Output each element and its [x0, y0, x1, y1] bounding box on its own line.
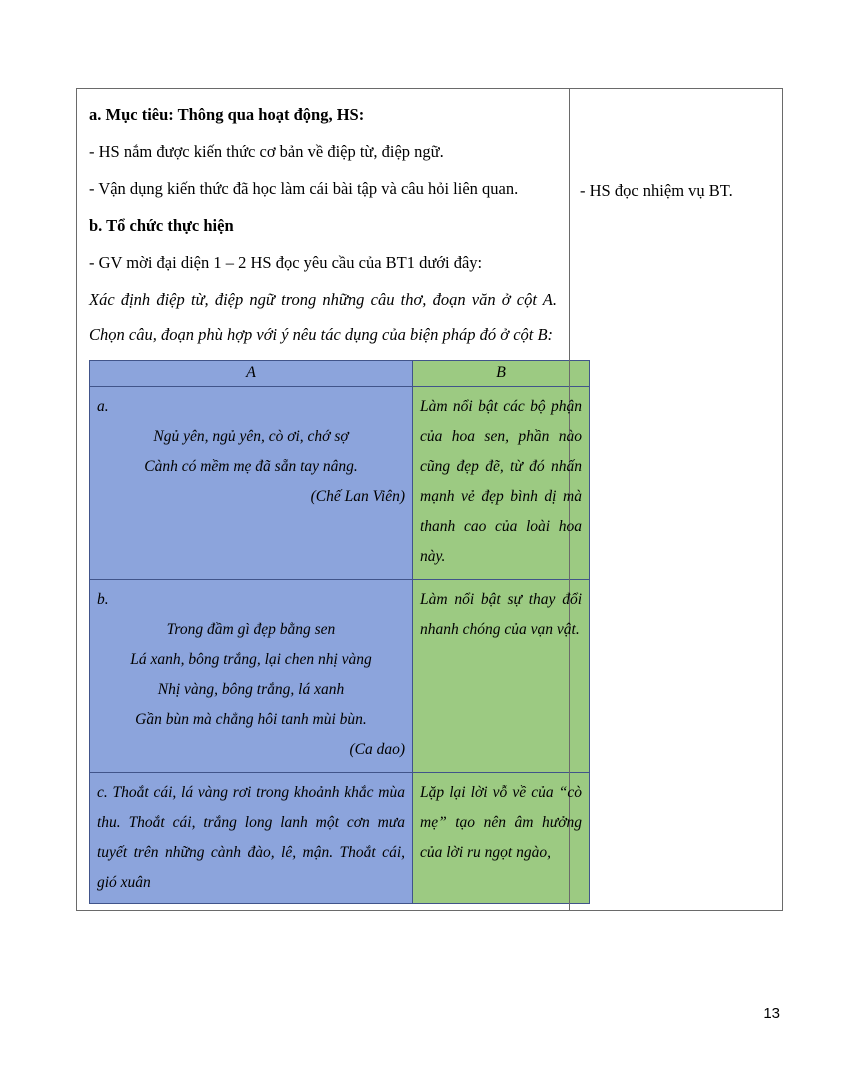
exercise-table-header-row [90, 361, 590, 387]
objective-heading: a. Mục tiêu: Thông qua hoạt động, HS: [89, 105, 365, 124]
exercise-row-b-column-a [90, 580, 413, 773]
effect-description: Làm nổi bật sự thay đổi nhanh chóng của vạn vật. [420, 591, 582, 638]
row-label-b: b. [97, 591, 109, 608]
exercise-row-b-column-b [413, 580, 590, 773]
poem-line: Lá xanh, bông trắng, lại chen nhị vàng [130, 651, 372, 668]
poem-attribution: (Ca dao) [349, 741, 405, 758]
exercise-row-c [90, 773, 590, 904]
exercise-ab-table [89, 360, 590, 904]
exercise-row-b [90, 580, 590, 773]
spacer [580, 97, 772, 173]
student-note: - HS đọc nhiệm vụ BT. [580, 181, 733, 200]
column-header-b: B [413, 361, 590, 387]
effect-description: Làm nổi bật các bộ phận của hoa sen, phần nào cũng đẹp đẽ, từ đó nhấn mạnh vẻ đẹp bình dị mà thanh cao của loài hoa này. [420, 398, 582, 565]
exercise-row-a-column-b [413, 387, 590, 580]
exercise-row-a [90, 387, 590, 580]
activity-content-cell [77, 89, 582, 911]
poem-line: Ngủ yên, ngủ yên, cò ơi, chớ sợ [153, 428, 349, 445]
instruction-line: - GV mời đại diện 1 – 2 HS đọc yêu cầu của BT1 dưới đây: [89, 253, 483, 272]
student-activity-cell [570, 89, 783, 911]
poem-line: Nhị vàng, bông trắng, lá xanh [157, 681, 345, 698]
poem-line: Gần bùn mà chẳng hôi tanh mùi bùn. [135, 711, 367, 728]
exercise-row-c-column-a [90, 773, 413, 904]
exercise-row-a-column-a [90, 387, 413, 580]
organization-heading: b. Tổ chức thực hiện [89, 216, 234, 235]
effect-description: Lặp lại lời vỗ về của “cò mẹ” tạo nên âm hưởng của lời ru ngọt ngào, [420, 784, 582, 861]
column-header-a: A [90, 361, 413, 387]
exercise-row-c-column-b [413, 773, 590, 904]
objective-line-1: - HS nắm được kiến thức cơ bản về điệp từ, điệp ngữ. [89, 142, 444, 161]
poem-line: Cành có mềm mẹ đã sẵn tay nâng. [144, 458, 358, 475]
task-prompt: Xác định điệp từ, điệp ngữ trong những câu thơ, đoạn văn ở cột A. Chọn câu, đoạn phù hợp với ý nêu tác dụng của biện pháp đó ở cột B: [89, 290, 557, 344]
table-row [77, 89, 783, 911]
lesson-plan-table [76, 88, 783, 911]
objective-line-2: - Vận dụng kiến thức đã học làm cái bài tập và câu hỏi liên quan. [89, 179, 519, 198]
page-number: 13 [763, 1005, 780, 1022]
poem-attribution: (Chế Lan Viên) [310, 488, 405, 505]
row-label-a: a. [97, 398, 109, 415]
prose-passage: c. Thoắt cái, lá vàng rơi trong khoảnh khắc mùa thu. Thoắt cái, trắng long lanh một cơn mưa tuyết trên những cành đào, lê, mận. Thoắt cái, gió xuân [97, 784, 405, 891]
poem-line: Trong đầm gì đẹp bằng sen [166, 621, 336, 638]
